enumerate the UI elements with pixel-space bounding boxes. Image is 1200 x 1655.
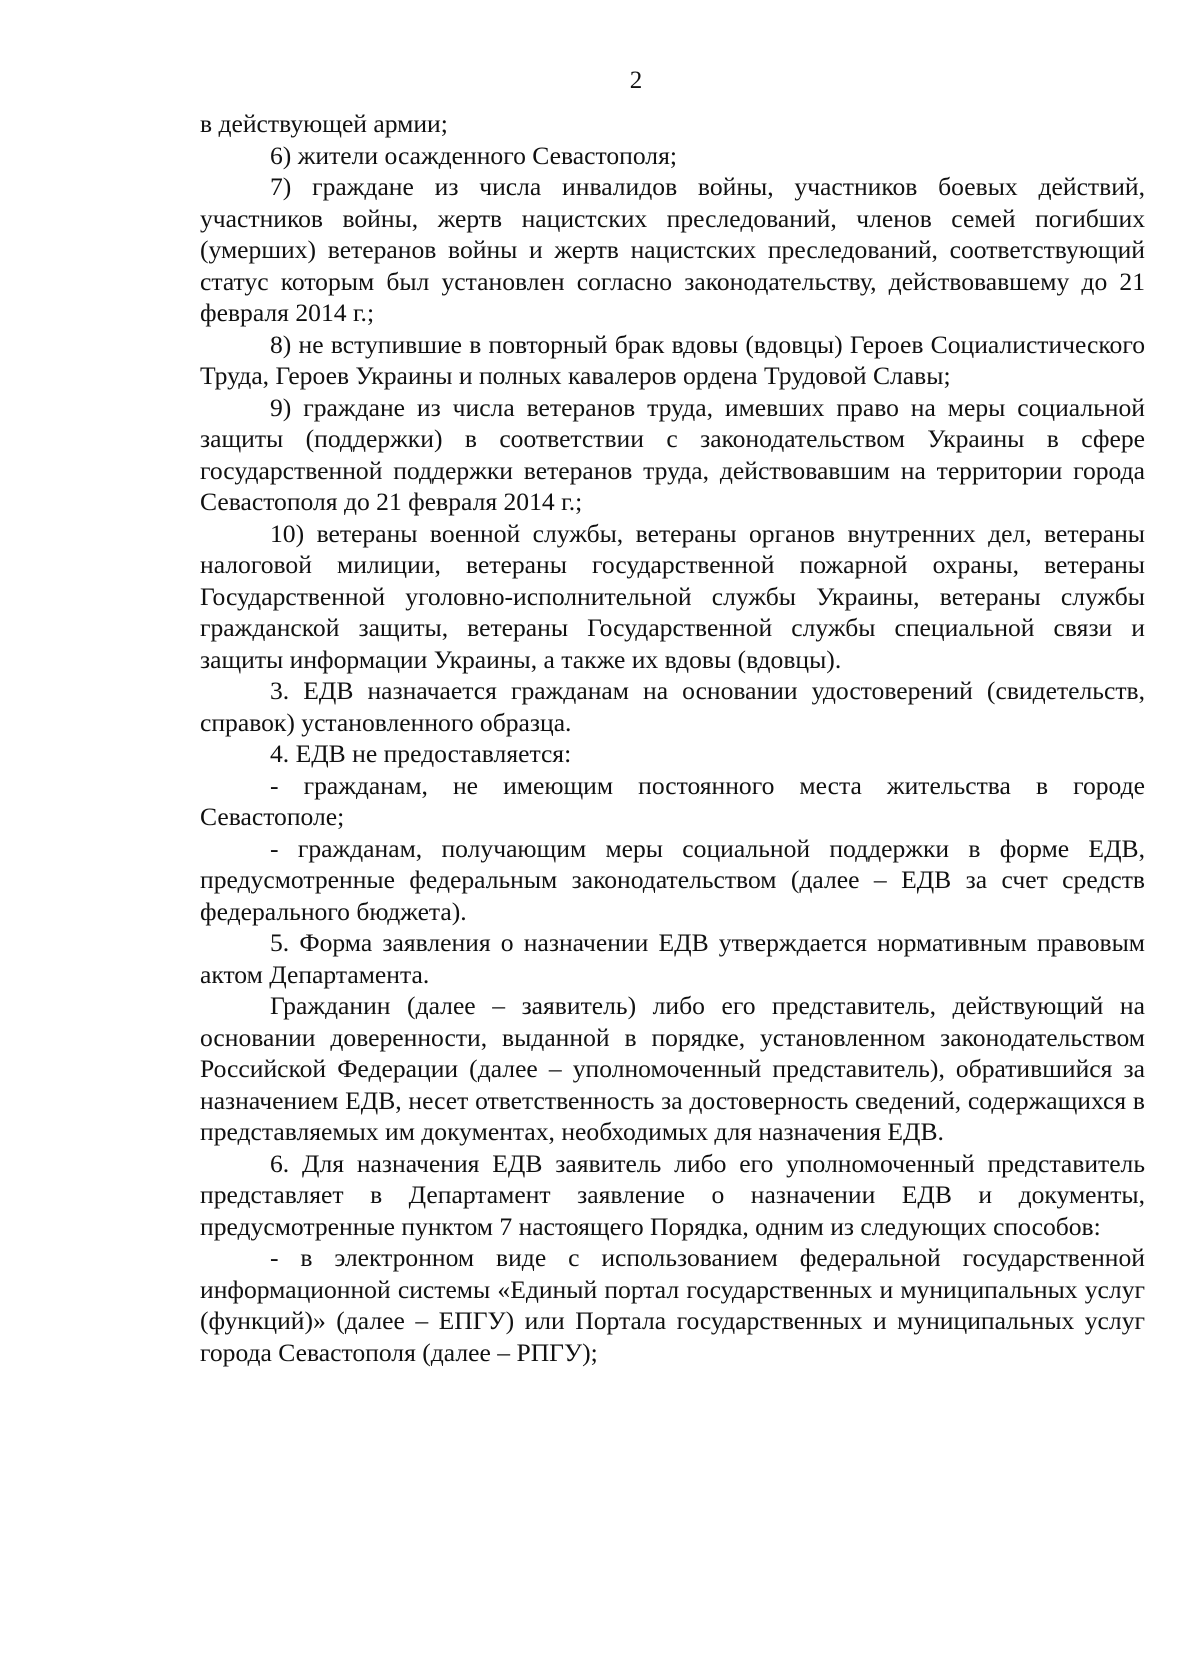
paragraph-clause-4: 4. ЕДВ не предоставляется: bbox=[270, 739, 572, 768]
paragraph-clause-4-item-1: - гражданам, не имеющим постоянного места жительства в городе Севастополе; bbox=[200, 770, 1145, 831]
paragraph-clause-4-item-2: - гражданам, получающим меры социальной поддержки в форме ЕДВ, предусмотренные федеральным законодательством (далее – ЕДВ за счет средств федерального бюджета). bbox=[200, 833, 1145, 926]
document-body bbox=[200, 108, 1145, 1368]
paragraph-clause-3: 3. ЕДВ назначается гражданам на основании удостоверений (свидетельств, справок) установленного образца. bbox=[200, 676, 1145, 737]
paragraph-clause-6: 6. Для назначения ЕДВ заявитель либо его уполномоченный представитель представляет в Департамент заявление о назначении ЕДВ и документы, предусмотренные пунктом 7 настоящего Порядка, одним из следующих способов: bbox=[200, 1148, 1145, 1241]
paragraph-item-9: 9) граждане из числа ветеранов труда, имевших право на меры социальной защиты (поддержки) в соответствии с законодательством Украины в сфере государственной поддержки ветеранов труда, действовавшим на территории города Севастополя до 21 февраля 2014 г.; bbox=[200, 392, 1145, 516]
paragraph-item-10: 10) ветераны военной службы, ветераны органов внутренних дел, ветераны налоговой милиции, ветераны государственной пожарной охраны, ветераны Государственной уголовно-исполнительной службы Украины, ветераны службы гражданской защиты, ветераны Государственной службы специальной связи и защиты информации Украины, а также их вдовы (вдовцы). bbox=[200, 518, 1145, 674]
paragraph-clause-6-item-1: - в электронном виде с использованием федеральной государственной информационной системы «Единый портал государственных и муниципальных услуг (функций)» (далее – ЕПГУ) или Портала государственных и муниципальных услуг города Севастополя (далее – РПГУ); bbox=[200, 1243, 1145, 1367]
paragraph-item-6: 6) жители осажденного Севастополя; bbox=[270, 140, 677, 170]
paragraph-clause-5: 5. Форма заявления о назначении ЕДВ утверждается нормативным правовым актом Департамента. bbox=[200, 928, 1145, 989]
paragraph: в действующей армии; bbox=[200, 109, 448, 138]
paragraph-item-7: 7) граждане из числа инвалидов войны, участников боевых действий, участников войны, жертв нацистских преследований, членов семей погибших (умерших) ветеранов войны и жертв нацистских преследований, соответствующий статус которым был установлен согласно законодательству, действовавшему до 21 февраля 2014 г.; bbox=[200, 172, 1145, 327]
paragraph-item-8: 8) не вступившие в повторный брак вдовы (вдовцы) Героев Социалистического Труда, Героев Украины и полных кавалеров ордена Трудовой Славы; bbox=[200, 329, 1145, 390]
paragraph-applicant: Гражданин (далее – заявитель) либо его представитель, действующий на основании доверенности, выданной в порядке, установленном законодательством Российской Федерации (далее – уполномоченный представитель), обратившийся за назначением ЕДВ, несет ответственность за достоверность сведений, содержащихся в представляемых им документах, необходимых для назначения ЕДВ. bbox=[200, 991, 1145, 1146]
page-number: 2 bbox=[629, 67, 643, 94]
